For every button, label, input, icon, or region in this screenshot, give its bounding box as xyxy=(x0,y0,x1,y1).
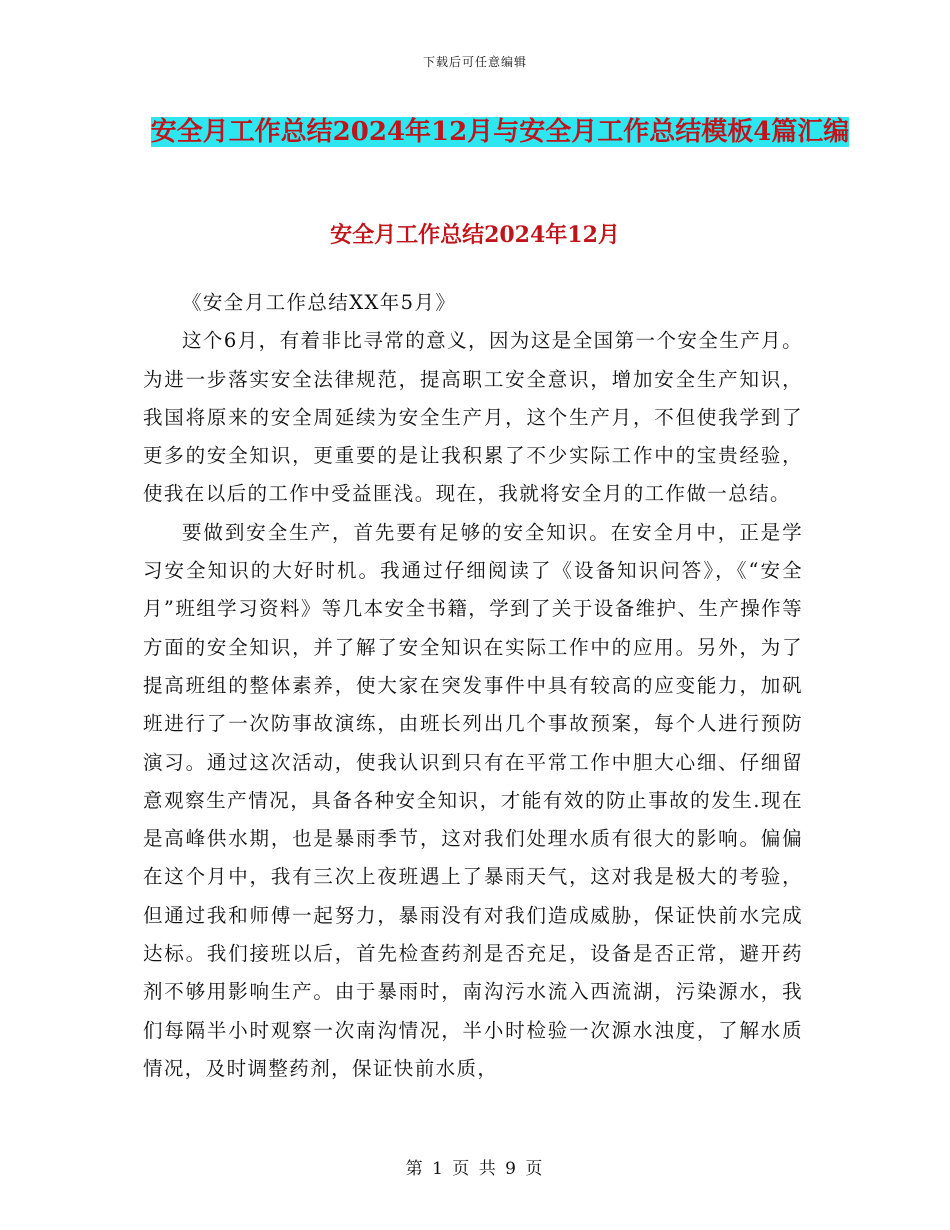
paragraph-source-title: 《安全月工作总结XX年5月》 xyxy=(182,291,457,314)
body-text xyxy=(143,284,803,1088)
section-title: 安全月工作总结2024年12月 xyxy=(330,222,620,248)
paragraph-intro: 这个6月，有着非比寻常的意义，因为这是全国第一个安全生产月。为进一步落实安全法律规范，提高职工安全意识，增加安全生产知识，我国将原来的安全周延续为安全生产月，这个生产月，不但使我学到了更多的安全知识，更重要的是让我积累了不少实际工作中的宝贵经验，使我在以后的工作中受益匪浅。现在，我就将安全月的工作做一总结。 xyxy=(143,329,803,506)
paragraph-safety-knowledge: 要做到安全生产，首先要有足够的安全知识。在安全月中，正是学习安全知识的大好时机。我通过仔细阅读了《设备知识问答》，《“安全月”班组学习资料》等几本安全书籍，学到了关于设备维护、生产操作等方面的安全知识，并了解了安全知识在实际工作中的应用。另外，为了提高班组的整体素养，使大家在突发事件中具有较高的应变能力，加矾班进行了一次防事故演练，由班长列出几个事故预案，每个人进行预防演习。通过这次活动，使我认识到只有在平常工作中胆大心细、仔细留意观察生产情况，具备各种安全知识，才能有效的防止事故的发生.现在是高峰供水期，也是暴雨季节，这对我们处理水质有很大的影响。偏偏在这个月中，我有三次上夜班遇上了暴雨天气，这对我是极大的考验，但通过我和师傅一起努力，暴雨没有对我们造成威胁，保证快前水完成达标。我们接班以后，首先检查药剂是否充足，设备是否正常，避开药剂不够用影响生产。由于暴雨时，南沟污水流入西流湖，污染源水，我们每隔半小时观察一次南沟情况，半小时检验一次源水浊度，了解水质情况，及时调整药剂，保证快前水质， xyxy=(143,520,803,1080)
header-note: 下载后可任意编辑 xyxy=(422,55,527,69)
document-title xyxy=(140,110,860,154)
document-title-text: 安全月工作总结2024年12月与安全月工作总结模板4篇汇编 xyxy=(150,117,850,147)
page-number-footer: 第 1 页 共 9 页 xyxy=(405,1159,545,1179)
